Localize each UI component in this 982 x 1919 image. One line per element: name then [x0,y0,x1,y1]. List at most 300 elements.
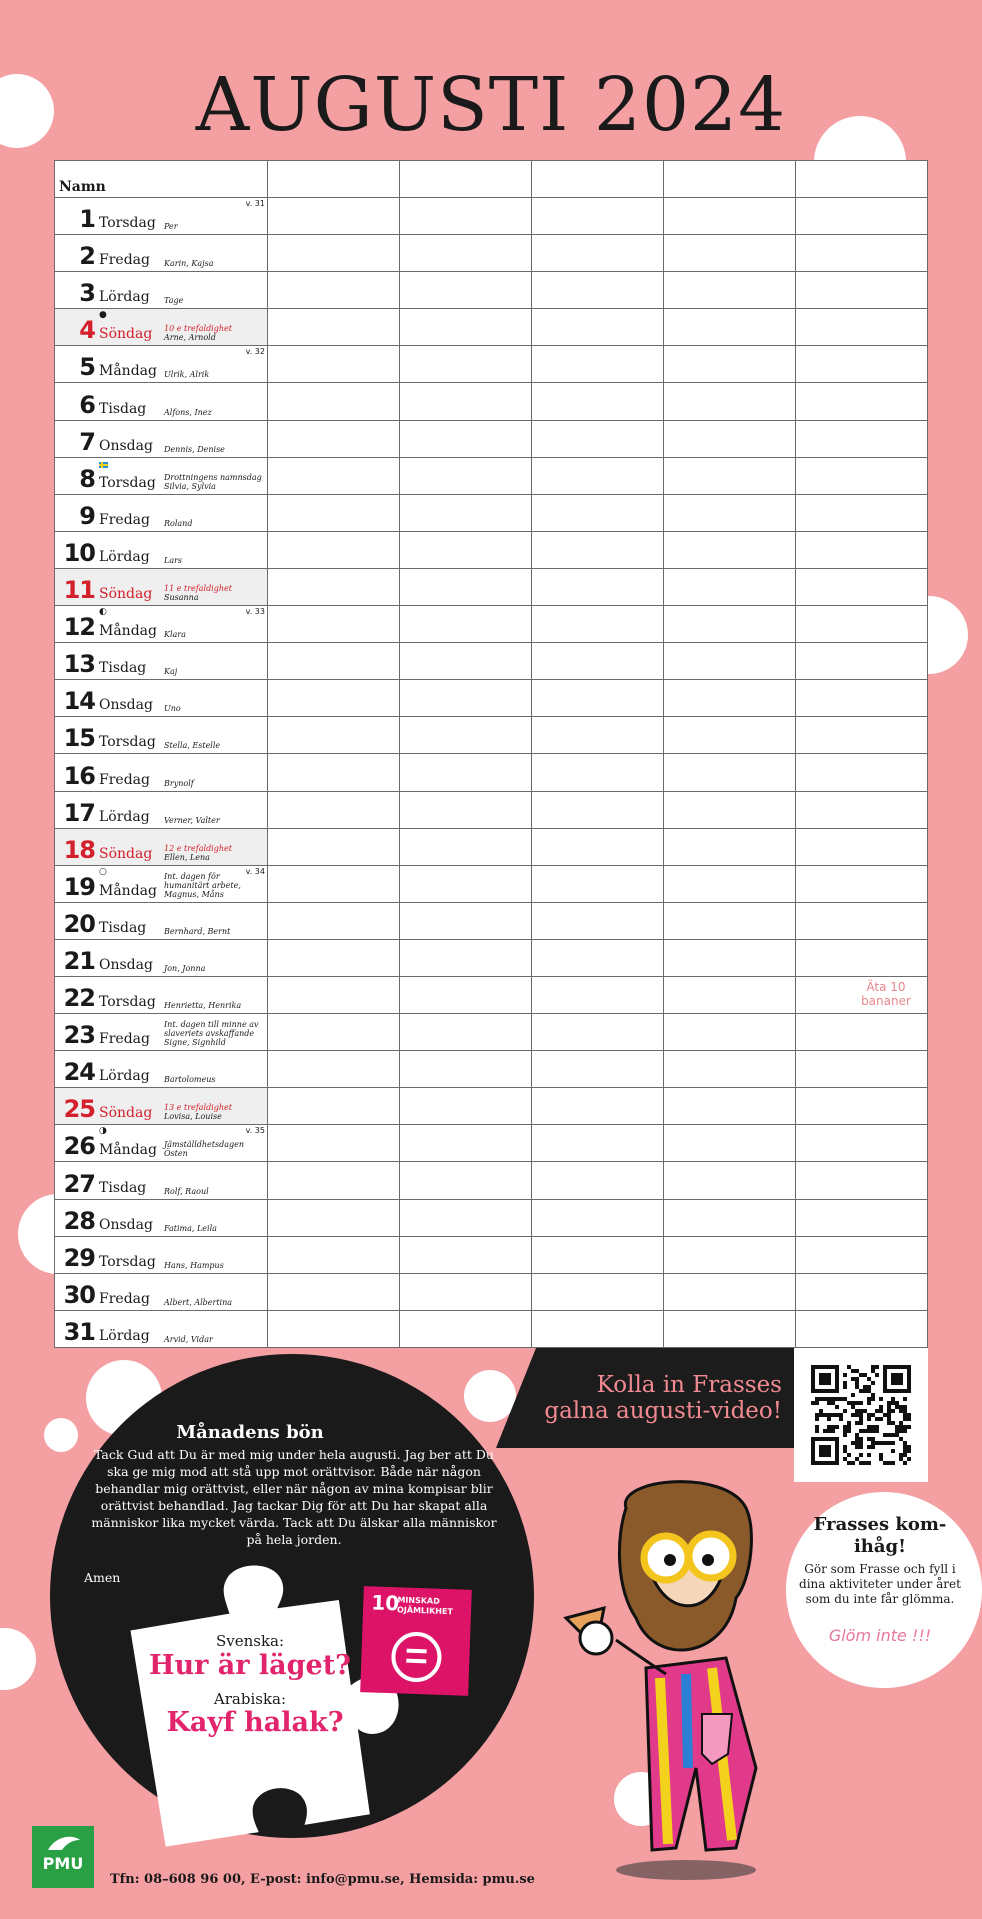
activity-cell[interactable] [532,1014,664,1051]
day-number: 3 [79,279,95,308]
cartoon-character-illustration [556,1468,796,1888]
day-cell [55,1162,268,1199]
reminder-handwritten: Glöm inte !!! [828,1626,932,1645]
activity-cell[interactable] [268,828,400,865]
activity-cell[interactable] [268,568,400,605]
name-day-names: Fatima, Leila [164,1223,217,1233]
weekday-name: Fredag [99,511,150,528]
activity-cell[interactable] [532,494,664,531]
activity-cell[interactable] [400,383,532,420]
activity-cell[interactable] [664,680,796,717]
activity-cell[interactable] [400,568,532,605]
weekday-name: Söndag [99,326,153,343]
arabic-label: Arabiska: [213,1690,287,1708]
activity-cell[interactable] [268,1125,400,1162]
activity-cell[interactable] [532,568,664,605]
weekday-name: Torsdag [99,734,156,751]
activity-cell[interactable] [400,1051,532,1088]
activity-cell[interactable] [664,606,796,643]
activity-cell[interactable] [532,420,664,457]
activity-cell[interactable] [400,272,532,309]
weekday-name: Torsdag [99,215,156,232]
day-cell [55,309,268,346]
name-day [164,741,264,750]
activity-cell[interactable] [664,457,796,494]
day-number: 24 [63,1058,95,1087]
activity-cell[interactable] [796,1051,928,1088]
activity-cell[interactable] [796,1310,928,1347]
special-day-text: 12 e trefaldighet [164,843,232,853]
prayer-amen: Amen [84,1570,121,1585]
name-day-names: Brynolf [164,778,194,788]
activity-cell[interactable] [532,309,664,346]
activity-cell[interactable] [268,457,400,494]
member-column-header[interactable] [532,161,664,198]
activity-cell[interactable] [664,717,796,754]
day-cell [55,494,268,531]
name-day [164,408,264,417]
sdg-number: 10 [370,1590,400,1616]
activity-cell[interactable] [796,198,928,235]
activity-cell[interactable] [400,346,532,383]
activity-cell[interactable] [400,235,532,272]
name-day [164,1020,264,1047]
sdg-text: MINSKAD OJÄMLIKHET [396,1595,454,1617]
activity-cell[interactable] [400,1014,532,1051]
day-cell [55,1125,268,1162]
name-day-names: Signe, Signhild [164,1038,226,1048]
day-cell [55,568,268,605]
activity-cell[interactable] [268,420,400,457]
weekday-name: Måndag [99,882,157,899]
activity-cell[interactable] [796,1014,928,1051]
activity-cell[interactable] [532,1125,664,1162]
activity-cell[interactable] [268,1162,400,1199]
calendar-day-row [55,643,928,680]
video-banner-text [506,1372,782,1424]
day-number: 28 [63,1206,95,1235]
name-day-names: Östen [164,1149,188,1159]
activity-cell[interactable] [664,1051,796,1088]
activity-cell[interactable] [532,383,664,420]
activity-cell[interactable] [796,717,928,754]
name-day-names: Silvia, Sylvia [164,481,216,491]
activity-cell[interactable] [796,828,928,865]
activity-cell[interactable] [268,1051,400,1088]
activity-cell[interactable] [664,198,796,235]
calendar-day-row [55,1088,928,1125]
activity-cell[interactable] [796,494,928,531]
name-day-names: Magnus, Måns [164,889,224,899]
activity-cell[interactable] [268,1273,400,1310]
day-cell [55,717,268,754]
day-cell [55,1199,268,1236]
day-number: 5 [79,353,95,382]
name-day [164,259,264,268]
day-number: 12 [63,613,95,642]
activity-cell[interactable] [664,531,796,568]
activity-cell[interactable] [664,1125,796,1162]
name-day-names: Hans, Hampus [164,1260,224,1270]
activity-cell[interactable] [664,939,796,976]
activity-cell[interactable] [796,1199,928,1236]
activity-cell[interactable] [664,420,796,457]
activity-cell[interactable] [664,902,796,939]
day-number: 15 [63,724,95,753]
calendar-day-row [55,309,928,346]
calendar-day-row [55,754,928,791]
activity-cell[interactable] [796,346,928,383]
day-number: 13 [63,650,95,679]
activity-cell[interactable] [400,606,532,643]
weekday-name: Söndag [99,845,153,862]
activity-cell[interactable] [664,1236,796,1273]
name-day-names: Dennis, Denise [164,444,225,454]
name-day-names: Lovisa, Louise [164,1112,222,1122]
activity-cell[interactable] [268,383,400,420]
activity-cell[interactable] [532,1162,664,1199]
activity-cell[interactable] [796,1125,928,1162]
activity-cell[interactable] [400,1236,532,1273]
weekday-name: Lördag [99,1068,150,1085]
activity-cell[interactable] [400,902,532,939]
activity-cell[interactable] [664,1088,796,1125]
activity-cell[interactable] [400,680,532,717]
name-day [164,1224,264,1233]
activity-cell[interactable] [532,1273,664,1310]
pmu-logo [32,1826,94,1888]
activity-cell[interactable] [532,1051,664,1088]
activity-cell[interactable] [796,1088,928,1125]
activity-cell[interactable] [268,643,400,680]
name-day [164,1187,264,1196]
activity-cell[interactable] [268,680,400,717]
calendar-day-row [55,1236,928,1273]
calendar-day-row [55,828,928,865]
calendar-grid [54,160,928,1348]
activity-cell[interactable] [796,1162,928,1199]
activity-cell[interactable] [268,235,400,272]
activity-cell[interactable] [400,531,532,568]
activity-cell[interactable] [400,717,532,754]
activity-cell[interactable] [400,198,532,235]
name-day-names: Albert, Albertina [164,1297,233,1307]
name-day-names: Alfons, Inez [164,407,212,417]
day-number: 9 [79,501,95,530]
day-cell [55,643,268,680]
activity-cell[interactable] [400,494,532,531]
name-day-names: Lars [164,555,183,565]
day-number: 29 [63,1243,95,1272]
weekday-name: Tisdag [99,919,147,936]
equals-icon [391,1631,443,1683]
activity-cell[interactable] [532,976,664,1013]
calendar-day-row [55,865,928,902]
activity-cell[interactable] [664,865,796,902]
weekday-name: Fredag [99,1290,150,1307]
activity-cell[interactable] [796,754,928,791]
moon-phase-icon: ◐ [99,607,107,618]
activity-cell[interactable] [532,1236,664,1273]
activity-cell[interactable] [664,494,796,531]
calendar-day-row [55,976,928,1013]
activity-cell[interactable] [532,717,664,754]
activity-cell[interactable] [268,1310,400,1347]
week-number: v. 32 [245,347,265,357]
activity-cell[interactable] [796,939,928,976]
activity-cell[interactable] [400,643,532,680]
day-number: 4 [79,316,95,345]
activity-cell[interactable] [400,457,532,494]
day-cell [55,754,268,791]
name-day [164,872,264,899]
activity-cell[interactable] [664,235,796,272]
activity-cell[interactable] [400,791,532,828]
day-cell [55,865,268,902]
activity-cell[interactable] [268,272,400,309]
swedish-flag-icon [99,462,108,468]
name-day-names: Stella, Estelle [164,741,221,751]
activity-cell[interactable] [664,1199,796,1236]
activity-cell[interactable] [532,1199,664,1236]
activity-cell[interactable] [664,976,796,1013]
day-number: 14 [63,687,95,716]
weekday-name: Söndag [99,586,153,603]
activity-cell[interactable] [268,198,400,235]
activity-cell[interactable] [796,272,928,309]
activity-cell[interactable] [796,568,928,605]
name-day [164,667,264,676]
day-number: 30 [63,1280,95,1309]
name-day-names: Ellen, Lena [164,852,210,862]
activity-cell[interactable] [664,754,796,791]
week-number: v. 35 [245,1126,265,1136]
name-day [164,816,264,825]
special-day-text: Int. dagen för humanitärt arbete, [164,871,241,890]
activity-cell[interactable] [532,606,664,643]
name-day-names: Karin, Kajsa [164,259,214,269]
activity-cell[interactable] [664,643,796,680]
activity-cell[interactable] [268,865,400,902]
activity-cell[interactable] [796,383,928,420]
activity-cell[interactable] [400,1125,532,1162]
activity-cell[interactable] [268,1236,400,1273]
activity-cell[interactable] [796,643,928,680]
activity-cell[interactable] [400,754,532,791]
calendar-day-row [55,1125,928,1162]
activity-cell[interactable] [400,1162,532,1199]
activity-cell[interactable] [400,309,532,346]
weekday-name: Tisdag [99,400,147,417]
day-cell [55,1310,268,1347]
arabic-phrase: Kayf halak? [166,1707,344,1738]
calendar-day-row [55,383,928,420]
calendar-day-row [55,272,928,309]
sdg-goal-badge [360,1586,472,1696]
name-day-names: Per [164,222,178,232]
day-number: 11 [63,576,95,605]
calendar-day-row [55,939,928,976]
activity-cell[interactable] [400,976,532,1013]
day-cell [55,272,268,309]
activity-cell[interactable] [532,235,664,272]
activity-cell[interactable] [532,791,664,828]
activity-cell[interactable] [664,1310,796,1347]
activity-cell[interactable] [532,865,664,902]
member-column-header[interactable] [796,161,928,198]
day-cell [55,346,268,383]
name-day-names: Kaj [164,667,178,677]
activity-cell[interactable] [268,754,400,791]
activity-cell[interactable] [532,198,664,235]
activity-cell[interactable] [532,1310,664,1347]
activity-cell[interactable] [796,606,928,643]
activity-cell[interactable] [532,902,664,939]
calendar-day-row [55,420,928,457]
qr-code[interactable] [794,1348,928,1482]
activity-cell[interactable] [796,420,928,457]
activity-cell[interactable] [796,235,928,272]
member-column-header[interactable] [400,161,532,198]
activity-cell[interactable] [400,1273,532,1310]
name-day [164,556,264,565]
special-day-text: Jämställdhetsdagen [164,1140,244,1150]
activity-cell[interactable] [796,309,928,346]
name-day [164,324,264,342]
member-column-header[interactable] [268,161,400,198]
activity-cell[interactable] [664,1014,796,1051]
activity-cell[interactable] [532,272,664,309]
calendar-day-row [55,346,928,383]
activity-cell[interactable] [532,531,664,568]
week-number: v. 33 [245,607,265,617]
activity-cell[interactable] [664,568,796,605]
activity-cell[interactable] [796,791,928,828]
name-day [164,1075,264,1084]
day-number: 6 [79,390,95,419]
activity-cell[interactable] [532,680,664,717]
weekday-name: Onsdag [99,956,153,973]
week-number: v. 31 [245,199,265,208]
name-day-names: Bernhard, Bernt [164,926,231,936]
day-cell [55,1273,268,1310]
day-cell [55,902,268,939]
name-day [164,222,264,231]
day-number: 21 [63,946,95,975]
activity-cell[interactable] [268,606,400,643]
activity-cell[interactable] [796,457,928,494]
activity-cell[interactable] [268,531,400,568]
swedish-phrase: Hur är läget? [149,1650,351,1681]
name-day [164,519,264,528]
activity-cell[interactable] [268,902,400,939]
activity-cell[interactable] [268,717,400,754]
activity-cell[interactable] [796,865,928,902]
day-number: 10 [63,538,95,567]
activity-cell[interactable] [400,1310,532,1347]
calendar-day-row [55,606,928,643]
name-day [164,1001,264,1010]
activity-cell[interactable] [664,309,796,346]
activity-cell[interactable] [400,1088,532,1125]
day-number: 19 [63,872,95,901]
weekday-name: Lördag [99,808,150,825]
activity-cell[interactable] [532,828,664,865]
special-day-text: 10 e trefaldighet [164,324,232,334]
activity-cell[interactable] [796,1273,928,1310]
activity-cell[interactable] [532,346,664,383]
name-day [164,1103,264,1121]
weekday-name: Fredag [99,252,150,269]
activity-cell[interactable] [532,754,664,791]
day-cell [55,828,268,865]
day-cell [55,420,268,457]
name-day-names: Roland [164,518,193,528]
name-day-names: Arvid, Vidar [164,1335,213,1344]
activity-cell[interactable] [664,828,796,865]
name-day-names: Rolf, Raoul [164,1186,209,1196]
activity-cell[interactable] [664,1162,796,1199]
day-number: 27 [63,1169,95,1198]
moon-phase-icon: ● [99,310,107,321]
activity-cell[interactable] [532,457,664,494]
name-day [164,1261,264,1270]
activity-cell[interactable] [532,939,664,976]
member-column-header[interactable] [664,161,796,198]
calendar-day-row [55,1273,928,1310]
activity-cell[interactable] [400,939,532,976]
activity-cell[interactable] [400,828,532,865]
name-day [164,584,264,602]
activity-cell[interactable] [268,976,400,1013]
reminder-title: Frasses kom-ihåg! [813,1514,947,1557]
activity-cell[interactable] [532,1088,664,1125]
activity-cell[interactable] [796,902,928,939]
day-number: 23 [63,1021,95,1050]
activity-cell[interactable] [400,420,532,457]
calendar-day-row [55,902,928,939]
activity-cell[interactable] [796,1236,928,1273]
day-number: 8 [79,464,95,493]
calendar-day-row [55,568,928,605]
activity-cell[interactable] [268,1199,400,1236]
calendar-day-row [55,494,928,531]
activity-cell[interactable] [268,1088,400,1125]
activity-cell[interactable] [268,346,400,383]
weekday-name: Tisdag [99,1179,147,1196]
activity-cell[interactable] [664,272,796,309]
activity-cell[interactable] [400,1199,532,1236]
day-cell [55,531,268,568]
special-day-text: 11 e trefaldighet [164,584,232,594]
activity-cell[interactable] [664,1273,796,1310]
activity-cell[interactable] [664,791,796,828]
calendar-day-row [55,198,928,235]
activity-cell[interactable] [268,494,400,531]
activity-cell[interactable] [664,383,796,420]
weekday-name: Söndag [99,1105,153,1122]
activity-cell[interactable] [268,1014,400,1051]
activity-cell[interactable] [400,865,532,902]
activity-cell[interactable] [268,309,400,346]
day-cell [55,198,268,235]
activity-cell[interactable] [664,346,796,383]
activity-cell[interactable] [268,939,400,976]
activity-cell[interactable] [532,643,664,680]
activity-cell[interactable] [796,680,928,717]
activity-cell[interactable] [796,531,928,568]
activity-cell[interactable] [268,791,400,828]
